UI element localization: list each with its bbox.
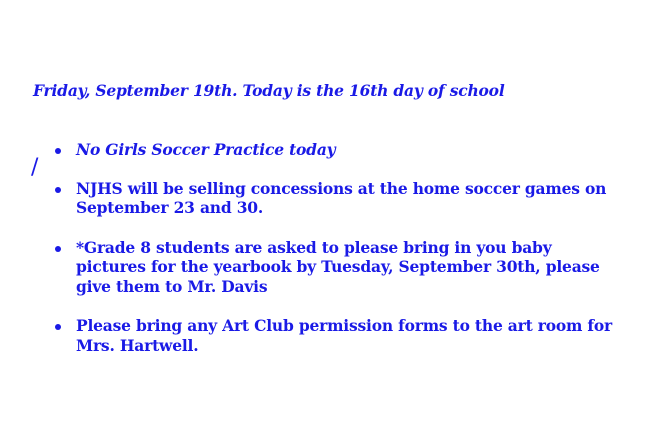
announcement-item [76, 238, 616, 297]
text-cursor-mark: / [31, 155, 39, 180]
bullet-icon [55, 148, 61, 154]
announcement-item [76, 140, 616, 160]
announcement-item [76, 179, 616, 218]
announcement-text: *Grade 8 students are asked to please bring in you baby pictures for the yearbook by Tuesday, September 30th, please give them to Mr. Davis [76, 237, 600, 296]
announcement-text: Please bring any Art Club permission forms to the art room for Mrs. Hartwell. [76, 316, 612, 355]
announcement-text: No Girls Soccer Practice today [76, 140, 336, 159]
announcement-text: NJHS will be selling concessions at the home soccer games on September 23 and 30. [76, 178, 607, 217]
date-heading: Friday, September 19th. Today is the 16th day of school [33, 81, 505, 100]
bullet-icon [55, 187, 61, 193]
announcement-list [76, 140, 616, 375]
bullet-icon [55, 246, 61, 252]
announcement-item [76, 316, 616, 355]
bullet-icon [55, 324, 61, 330]
